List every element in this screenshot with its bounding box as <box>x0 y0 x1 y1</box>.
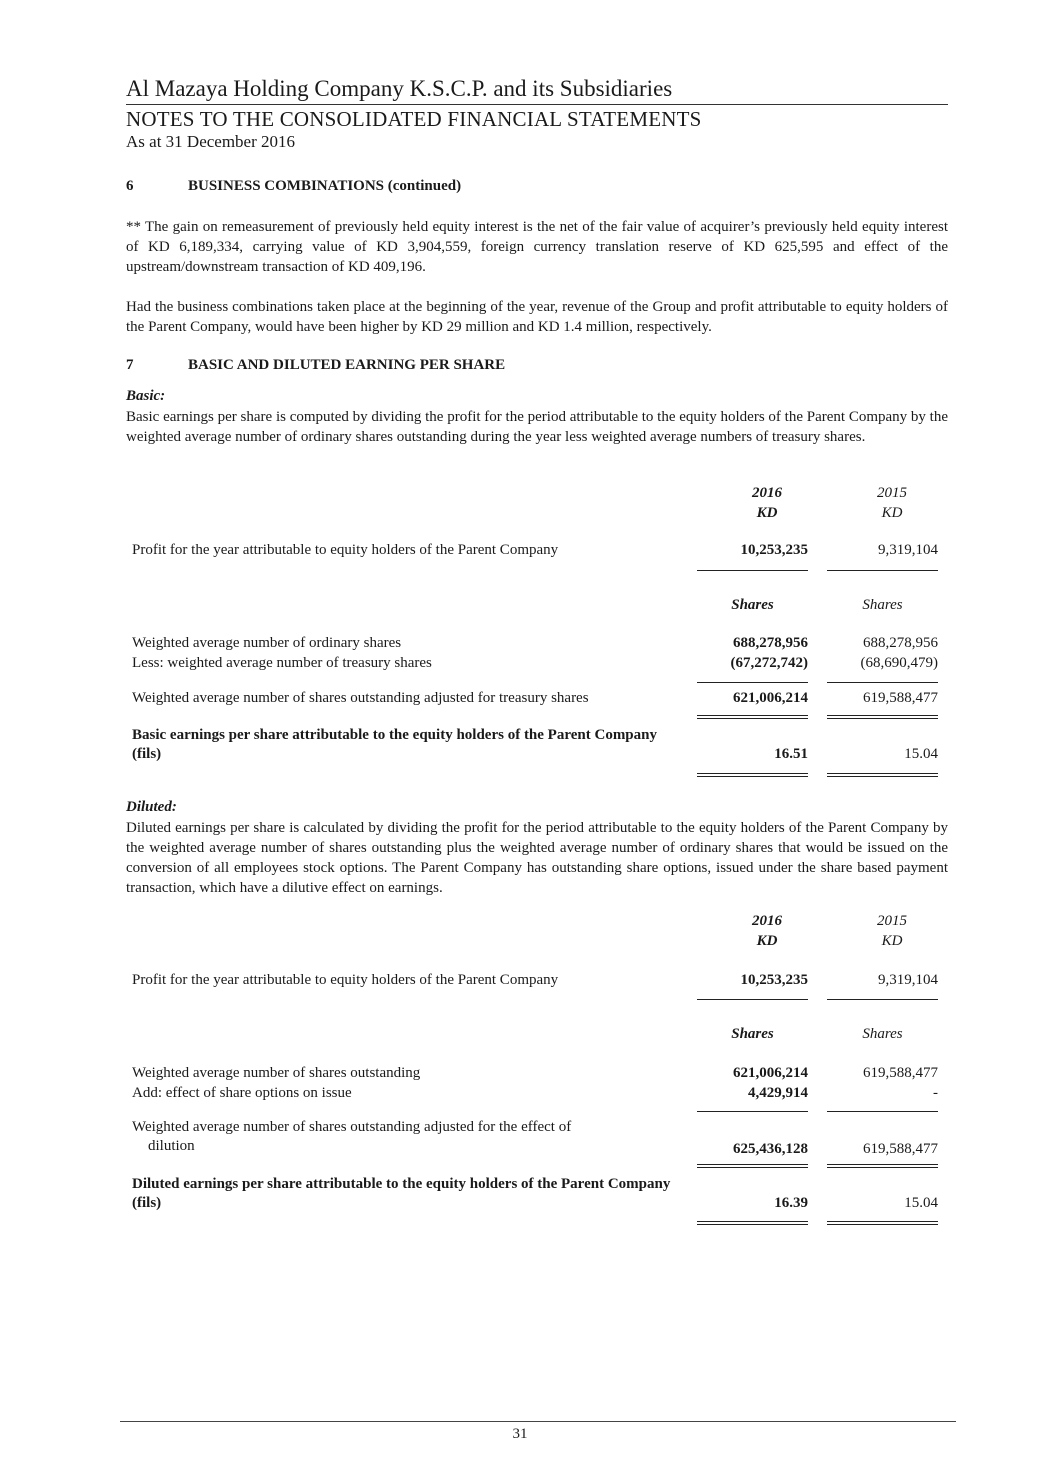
diluted-eps-2016: 16.39 <box>774 1195 808 1211</box>
basic-treasury-underline-2015 <box>827 682 938 683</box>
diluted-outstanding-row <box>132 1064 948 1084</box>
section-7-number: 7 <box>126 357 134 373</box>
basic-ordinary-2015: 688,278,956 <box>863 635 938 651</box>
diluted-outstanding-label: Weighted average number of shares outstanding <box>132 1065 421 1081</box>
diluted-options-row <box>132 1084 948 1104</box>
basic-eps-double-underline-2015 <box>827 773 938 777</box>
diluted-shares-header-row <box>132 1025 948 1045</box>
diluted-adjusted-double-underline-2016 <box>697 1164 808 1168</box>
basic-profit-row <box>132 541 948 561</box>
company-name: Al Mazaya Holding Company K.S.C.P. and its Subsidiaries <box>126 76 673 101</box>
diluted-outstanding-2016: 621,006,214 <box>733 1065 808 1081</box>
basic-col-2015-unit: KD <box>881 505 903 521</box>
diluted-eps-row <box>132 1175 948 1215</box>
basic-shares-hdr-2016 <box>697 596 808 615</box>
basic-treasury-2015: (68,690,479) <box>860 655 938 671</box>
section-7-title: BASIC AND DILUTED EARNING PER SHARE <box>188 357 506 373</box>
basic-col-2016-year: 2016 <box>752 485 782 501</box>
diluted-outstanding-2015: 619,588,477 <box>863 1065 938 1081</box>
diluted-eps-2015: 15.04 <box>904 1195 938 1211</box>
diluted-heading: Diluted: <box>126 799 177 815</box>
diluted-shares-hdr-2015 <box>827 1025 938 1044</box>
basic-col-2015 <box>857 483 927 523</box>
section-6-heading <box>126 178 948 198</box>
header-rule <box>126 104 948 105</box>
as-at-date: As at 31 December 2016 <box>126 132 296 151</box>
diluted-profit-underline-2015 <box>827 999 938 1000</box>
basic-description: Basic earnings per share is computed by dividing the profit for the period attributable to the equity holders of the Parent Company by the weighted average number of ordinary shares outstanding during the year less weighted average numbers of treasury shares. <box>126 409 948 445</box>
diluted-shares-hdr-2016 <box>697 1025 808 1044</box>
diluted-col-2015 <box>857 911 927 951</box>
diluted-profit-label: Profit for the year attributable to equity holders of the Parent Company <box>132 972 559 988</box>
diluted-adjusted-label-line2: dilution <box>148 1138 195 1154</box>
section-6-title: BUSINESS COMBINATIONS (continued) <box>188 178 462 194</box>
basic-shares-header-row <box>132 596 948 616</box>
basic-adjusted-double-underline-2016 <box>697 715 808 719</box>
basic-heading: Basic: <box>126 388 166 404</box>
basic-adjusted-2015: 619,588,477 <box>863 690 938 706</box>
basic-ordinary-row <box>132 634 948 654</box>
section-6-paragraph-1: ** The gain on remeasurement of previously held equity interest is the net of the fair value of acquirer’s previously held equity interest of KD 6,189,334, carrying value of KD 3,904,559, foreign currency translation reserve of KD 625,595 and effect of the upstream/downstream transaction of KD 409,196. <box>126 219 948 275</box>
diluted-options-underline-2015 <box>827 1111 938 1112</box>
basic-profit-label: Profit for the year attributable to equity holders of the Parent Company <box>132 542 559 558</box>
basic-adjusted-row <box>132 689 948 709</box>
diluted-eps-double-underline-2015 <box>827 1221 938 1225</box>
diluted-col-2016-unit: KD <box>756 933 778 949</box>
document-title: NOTES TO THE CONSOLIDATED FINANCIAL STATEMENTS <box>126 107 702 131</box>
diluted-eps-label: Diluted earnings per share attributable to the equity holders of the Parent Company (fils) <box>132 1176 671 1211</box>
basic-shares-hdr-2016-text: Shares <box>731 597 774 613</box>
basic-eps-2016: 16.51 <box>774 746 808 762</box>
diluted-profit-underline-2016 <box>697 999 808 1000</box>
diluted-adjusted-double-underline-2015 <box>827 1164 938 1168</box>
basic-col-2016 <box>732 483 802 523</box>
diluted-shares-hdr-2015-text: Shares <box>862 1026 903 1042</box>
basic-ordinary-2016: 688,278,956 <box>733 635 808 651</box>
basic-ordinary-label: Weighted average number of ordinary shares <box>132 635 402 651</box>
basic-col-2015-year: 2015 <box>877 485 907 501</box>
basic-shares-hdr-2015-text: Shares <box>862 597 903 613</box>
diluted-col-2016-year: 2016 <box>752 913 782 929</box>
basic-treasury-2016: (67,272,742) <box>730 655 808 671</box>
diluted-options-2016: 4,429,914 <box>748 1085 808 1101</box>
basic-adjusted-2016: 621,006,214 <box>733 690 808 706</box>
section-6-number: 6 <box>126 178 134 194</box>
basic-eps-2015: 15.04 <box>904 746 938 762</box>
section-7-heading <box>126 357 948 377</box>
basic-eps-label: Basic earnings per share attributable to the equity holders of the Parent Company (fils) <box>132 727 657 762</box>
diluted-adjusted-label-line1: Weighted average number of shares outstanding adjusted for the effect of <box>132 1119 572 1135</box>
diluted-eps-double-underline-2016 <box>697 1221 808 1225</box>
basic-shares-hdr-2015 <box>827 596 938 615</box>
basic-profit-2015: 9,319,104 <box>878 542 938 558</box>
diluted-options-label: Add: effect of share options on issue <box>132 1085 352 1101</box>
diluted-col-2015-unit: KD <box>881 933 903 949</box>
basic-column-headers <box>132 483 948 525</box>
diluted-options-2015: - <box>933 1085 938 1101</box>
diluted-adjusted-label <box>132 1118 677 1156</box>
basic-profit-underline-2016 <box>697 570 808 571</box>
diluted-column-headers <box>132 911 948 953</box>
basic-profit-underline-2015 <box>827 570 938 571</box>
diluted-col-2016 <box>732 911 802 951</box>
basic-adjusted-label: Weighted average number of shares outstanding adjusted for treasury shares <box>132 690 589 706</box>
diluted-options-underline-2016 <box>697 1111 808 1112</box>
diluted-profit-row <box>132 971 948 991</box>
diluted-adjusted-2015: 619,588,477 <box>863 1141 938 1157</box>
basic-treasury-label: Less: weighted average number of treasury shares <box>132 655 432 671</box>
basic-treasury-underline-2016 <box>697 682 808 683</box>
page-number: 31 <box>512 1426 528 1442</box>
diluted-profit-2016: 10,253,235 <box>740 972 808 988</box>
diluted-description: Diluted earnings per share is calculated by dividing the profit for the period attributable to the equity holders of the Parent Company by the weighted average number of shares outstanding plus the weighted average number of ordinary shares that would be issued on the conversion of all employees stock options. The Parent Company has outstanding share options, issued under the share based payment transaction, which have a dilutive effect on earnings. <box>126 820 948 896</box>
section-6-paragraph-2: Had the business combinations taken place at the beginning of the year, revenue of the Group and profit attributable to equity holders of the Parent Company, would have been higher by KD 29 million and KD 1.4 million, respectively. <box>126 299 948 335</box>
diluted-adjusted-row <box>132 1118 948 1158</box>
basic-adjusted-double-underline-2015 <box>827 715 938 719</box>
basic-treasury-row <box>132 654 948 674</box>
diluted-adjusted-2016: 625,436,128 <box>733 1141 808 1157</box>
footer-rule <box>120 1421 956 1422</box>
basic-profit-2016: 10,253,235 <box>740 542 808 558</box>
diluted-col-2015-year: 2015 <box>877 913 907 929</box>
basic-col-2016-unit: KD <box>756 505 778 521</box>
basic-eps-double-underline-2016 <box>697 773 808 777</box>
basic-eps-row <box>132 726 948 766</box>
diluted-shares-hdr-2016-text: Shares <box>731 1026 774 1042</box>
diluted-profit-2015: 9,319,104 <box>878 972 938 988</box>
